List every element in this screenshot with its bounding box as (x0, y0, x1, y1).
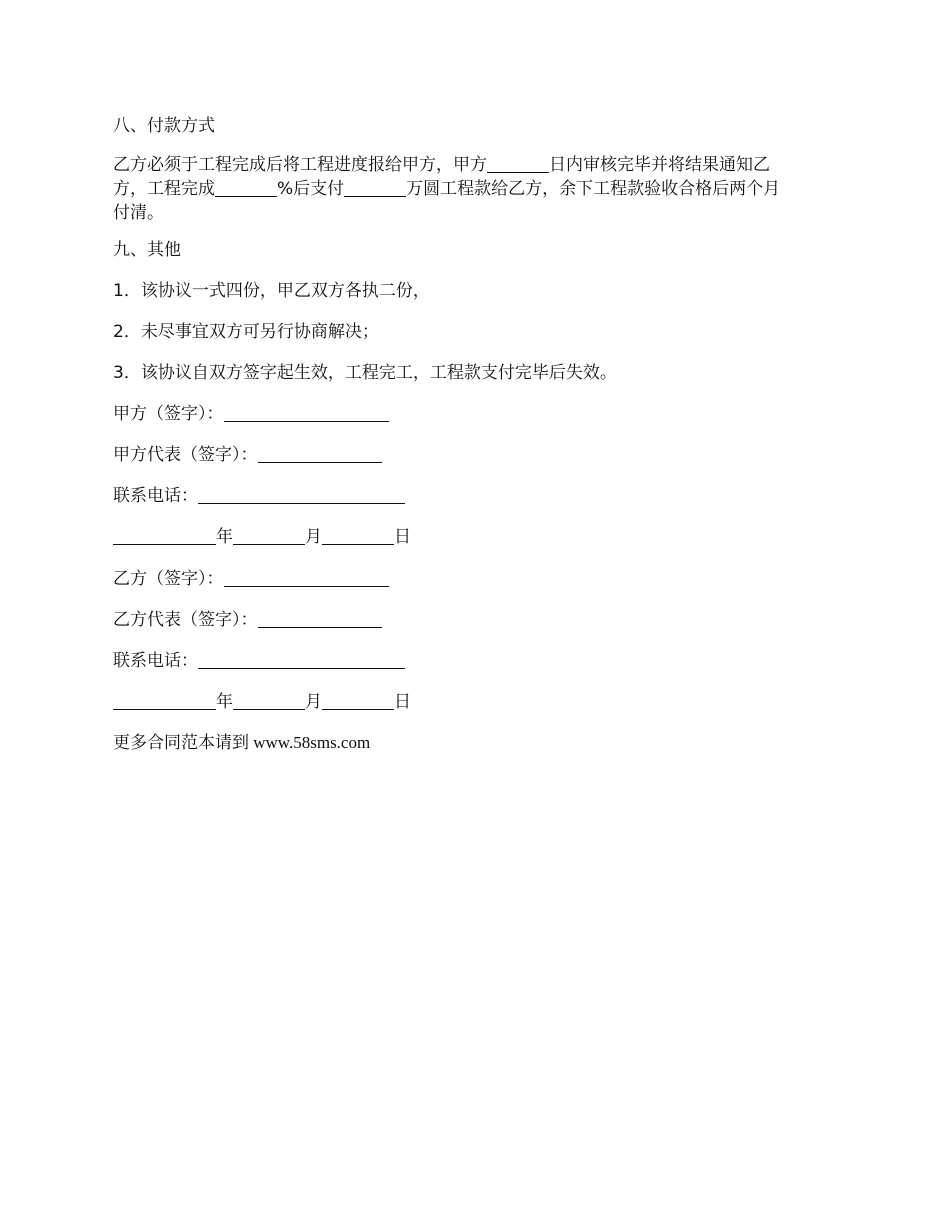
day-label: 日 (394, 692, 411, 712)
party-a-sign-blank[interactable] (224, 403, 389, 422)
section-9-item-3: 3．该协议自双方签字起生效，工程完工，工程款支付完毕后失效。 (113, 363, 617, 383)
party-a-year-blank[interactable] (113, 526, 216, 545)
party-a-day-blank[interactable] (322, 526, 394, 545)
year-label: 年 (216, 527, 233, 547)
payment-text-2b: %后支付 (277, 179, 345, 199)
party-a-phone-blank[interactable] (198, 485, 405, 504)
section-9-item-2: 2．未尽事宜双方可另行协商解决； (113, 322, 379, 342)
party-a-rep-label: 甲方代表（签字）： (113, 445, 258, 465)
party-b-phone-label: 联系电话： (113, 651, 198, 671)
party-b-rep-blank[interactable] (258, 609, 382, 628)
payment-text-1b: 日内审核完毕并将结果通知乙 (549, 155, 770, 175)
party-a-sign-row (113, 402, 389, 426)
payment-text-3: 付清。 (113, 203, 164, 223)
party-a-rep-blank[interactable] (258, 444, 382, 463)
party-b-rep-row (113, 608, 382, 632)
party-a-phone-row (113, 484, 405, 508)
footer-link-text[interactable]: 更多合同范本请到 www.58sms.com (113, 733, 371, 752)
party-b-year-blank[interactable] (113, 691, 216, 710)
month-label: 月 (305, 527, 322, 547)
party-b-sign-blank[interactable] (224, 568, 389, 587)
party-a-month-blank[interactable] (233, 526, 305, 545)
party-b-rep-label: 乙方代表（签字）： (113, 610, 258, 630)
party-b-month-blank[interactable] (233, 691, 305, 710)
year-label: 年 (216, 692, 233, 712)
party-a-phone-label: 联系电话： (113, 486, 198, 506)
review-days-blank[interactable] (487, 154, 549, 173)
payment-amount-blank[interactable] (344, 178, 406, 197)
party-a-date-row (113, 525, 411, 549)
month-label: 月 (305, 692, 322, 712)
section-9-heading: 九、其他 (113, 240, 181, 260)
section-8-heading: 八、付款方式 (113, 116, 215, 136)
party-b-sign-label: 乙方（签字）： (113, 569, 224, 589)
section-9-item-1: 1．该协议一式四份，甲乙双方各执二份， (113, 281, 430, 301)
day-label: 日 (394, 527, 411, 547)
payment-text-1a: 乙方必须于工程完成后将工程进度报给甲方，甲方 (113, 155, 487, 175)
party-b-phone-row (113, 649, 405, 673)
payment-text-2c: 万圆工程款给乙方，余下工程款验收合格后两个月 (406, 179, 781, 199)
party-b-phone-blank[interactable] (198, 650, 405, 669)
party-a-sign-label: 甲方（签字）： (113, 404, 224, 424)
party-b-sign-row (113, 567, 389, 591)
section-8-paragraph (113, 153, 833, 225)
completion-percent-blank[interactable] (215, 178, 277, 197)
party-b-day-blank[interactable] (322, 691, 394, 710)
payment-text-2a: 方，工程完成 (113, 179, 215, 199)
party-a-rep-row (113, 443, 382, 467)
party-b-date-row (113, 690, 411, 714)
